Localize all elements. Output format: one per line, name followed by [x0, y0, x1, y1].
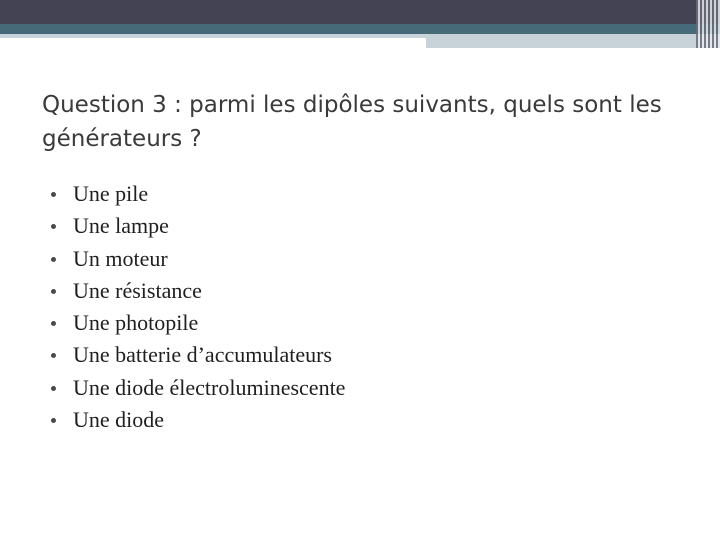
bullet-icon — [51, 321, 56, 326]
bullet-icon — [51, 289, 56, 294]
list-item — [48, 243, 345, 275]
list-item-text: Une diode — [73, 407, 165, 433]
header-band-light-right — [426, 34, 720, 48]
list-item-text: Une photopile — [73, 310, 199, 336]
list-item — [48, 275, 345, 307]
header-band-light-left — [0, 34, 426, 38]
list-item — [48, 372, 345, 404]
header-band-dark — [0, 0, 720, 24]
list-item — [48, 307, 345, 339]
list-item — [48, 178, 345, 210]
header-band-teal — [0, 24, 720, 34]
bullet-icon — [51, 257, 56, 262]
bullet-icon — [51, 353, 56, 358]
bullet-icon — [51, 418, 56, 423]
bullet-icon — [51, 224, 56, 229]
bullet-list — [48, 178, 345, 436]
slide-title: Question 3 : parmi les dipôles suivants, quels sont les générateurs ? — [42, 92, 662, 152]
header-stripes-decoration — [696, 0, 720, 48]
list-item-text: Une lampe — [73, 213, 169, 239]
list-item-text: Une batterie d’accumulateurs — [73, 342, 332, 368]
bullet-icon — [51, 386, 56, 391]
list-item — [48, 404, 345, 436]
list-item-text: Une pile — [73, 181, 149, 206]
list-item-text: Une résistance — [73, 277, 202, 303]
bullet-icon — [51, 192, 56, 197]
list-item-text: Une diode électroluminescente — [73, 374, 346, 400]
list-item-text: Un moteur — [73, 245, 168, 271]
list-item — [48, 210, 345, 242]
list-item — [48, 339, 345, 371]
